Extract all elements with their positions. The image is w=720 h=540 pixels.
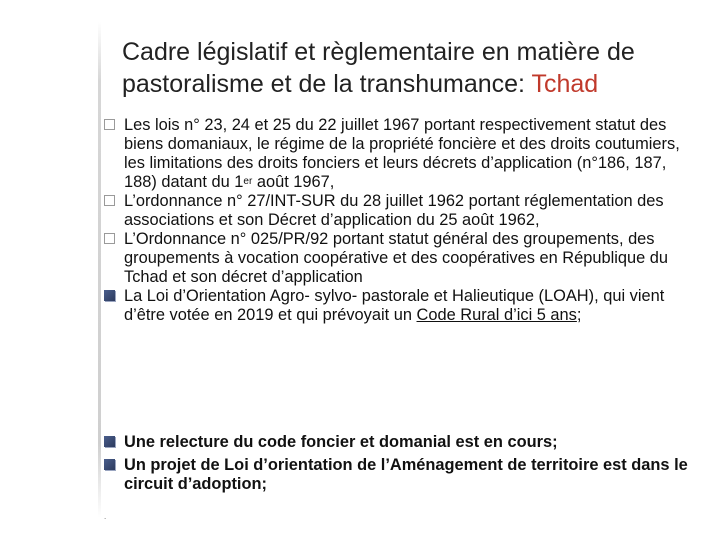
list-item (104, 287, 700, 325)
list-item (104, 116, 700, 192)
bullet-text: L’Ordonnance n° 025/PR/92 portant statut général des groupements, des groupements à vocation coopérative et des coopératives en République du Tchad et son décret d’application (124, 230, 668, 286)
superscript: er (243, 176, 253, 187)
bullet-text: Une relecture du code foncier et domanial est en cours; (124, 433, 558, 451)
bullet-text: Un projet de Loi d’orientation de l’Aménagement de territoire est dans le circuit d’adoption; (124, 456, 688, 493)
bullet-text: La Loi d’Orientation Agro- sylvo- pastorale et Halieutique (LOAH), qui vient d’être votée en 2019 et qui prévoyait un (124, 287, 665, 324)
list-item (104, 230, 700, 287)
checkbox-icon (104, 195, 115, 206)
square-bullet-icon (104, 290, 115, 301)
bullet-text: L’ordonnance n° 27/INT-SUR du 28 juillet 1962 portant réglementation des associations et son Décret d’application du 25 août 1962, (124, 192, 664, 229)
bold-bullet-list (104, 433, 700, 498)
title-accent: Tchad (531, 70, 599, 98)
square-bullet-icon (104, 436, 115, 447)
square-bullet-icon (104, 459, 115, 470)
list-item (104, 433, 700, 452)
underlined-text: Code Rural d’ici 5 ans (416, 306, 577, 324)
bullet-text: Les lois n° 23, 24 et 25 du 22 juillet 1967 portant respectivement statut des biens domaniaux, le régime de la propriété foncière et des droits coutumiers, les limitations des droits fonciers et leurs décrets d’application (n°186, 187, 188) datant du 1 (124, 116, 680, 191)
bullet-list (104, 116, 700, 325)
slide-title (122, 36, 702, 100)
list-item (104, 192, 700, 230)
decorative-divider (98, 22, 101, 518)
list-item (104, 456, 700, 494)
checkbox-icon (104, 119, 115, 130)
bullet-tail: août 1967, (252, 173, 335, 191)
title-main: Cadre législatif et règlementaire en matière de pastoralisme et de la transhumance: (122, 38, 635, 98)
checkbox-icon (104, 233, 115, 244)
bullet-tail: ; (576, 306, 582, 324)
footer-mark: . (104, 512, 107, 521)
